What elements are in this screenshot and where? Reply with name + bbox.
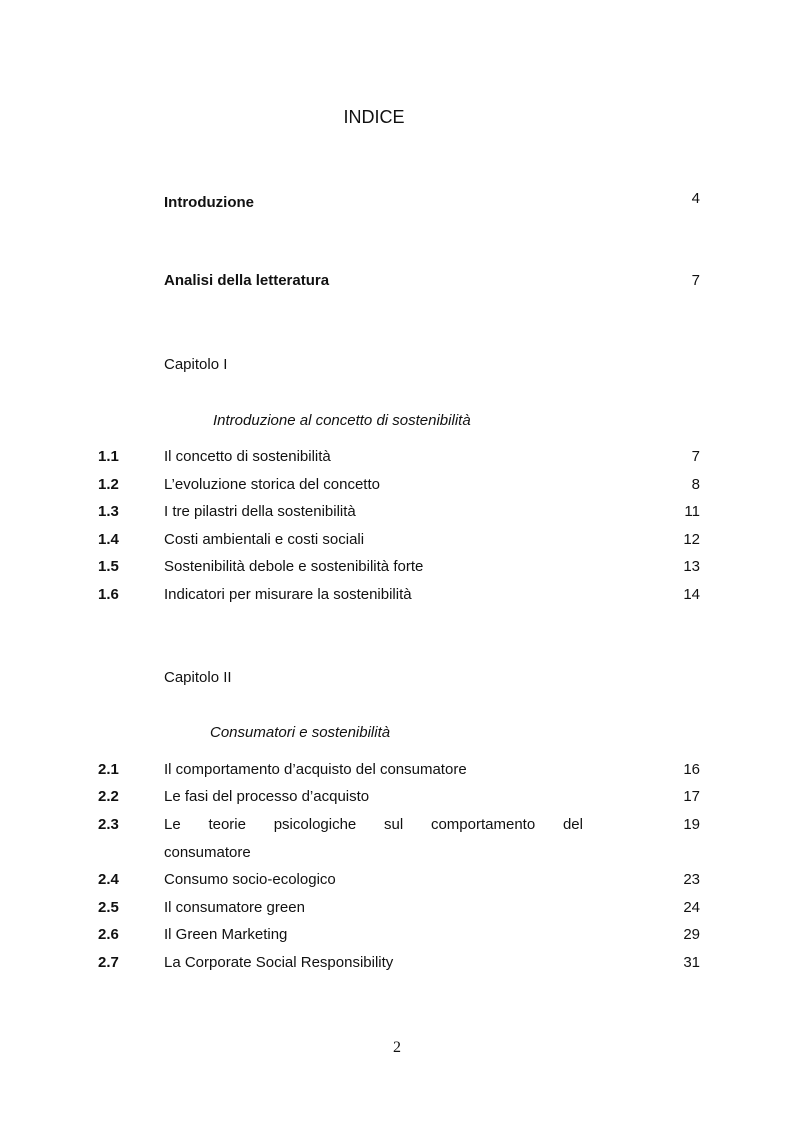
toc-entry-page: 8 [691, 476, 700, 493]
toc-entry-word: Le [164, 816, 181, 833]
toc-intro-label: Introduzione [164, 194, 254, 211]
toc-entry-page: 17 [683, 788, 700, 805]
toc-entry-label: Indicatori per misurare la sostenibilità [164, 586, 412, 603]
toc-intro-page: 4 [691, 190, 700, 207]
toc-entry-number: 1.5 [98, 558, 119, 575]
toc-entry-label: Il concetto di sostenibilità [164, 448, 331, 465]
toc-analisi-label: Analisi della letteratura [164, 272, 330, 289]
toc-entry-number: 1.2 [98, 476, 119, 493]
toc-entry-word: psicologiche [273, 816, 357, 833]
toc-entry-page: 11 [684, 503, 700, 520]
toc-entry-label: I tre pilastri della sostenibilità [164, 503, 356, 520]
toc-entry-page: 12 [683, 531, 700, 548]
toc-entry-number: 1.3 [98, 503, 119, 520]
toc-entry-label: Il comportamento d’acquisto del consumatore [164, 761, 467, 778]
toc-entry-number: 1.1 [98, 448, 119, 465]
toc-entry-page: 7 [691, 448, 700, 465]
toc-entry-number: 1.6 [98, 586, 119, 603]
toc-entry-word: comportamento [430, 816, 536, 833]
toc-entry-page: 29 [683, 926, 700, 943]
toc-entry-number: 2.6 [98, 926, 119, 943]
toc-entry-label: Sostenibilità debole e sostenibilità forte [164, 558, 424, 575]
toc-entry-number: 1.4 [98, 531, 119, 548]
toc-entry-label: La Corporate Social Responsibility [164, 954, 394, 971]
toc-entry-number: 2.5 [98, 899, 119, 916]
toc-entry-number: 2.2 [98, 788, 119, 805]
toc-entry-number: 2.4 [98, 871, 119, 888]
toc-entry-number: 2.1 [98, 761, 119, 778]
toc-entry-page: 14 [683, 586, 700, 603]
toc-entry-page: 23 [683, 871, 700, 888]
page-title: INDICE [343, 107, 405, 127]
toc-entry-number: 2.3 [98, 816, 119, 833]
toc-entry-page: 19 [683, 816, 700, 833]
toc-entry-page: 16 [683, 761, 700, 778]
toc-entry-label: Costi ambientali e costi sociali [164, 531, 365, 548]
page-number: 2 [393, 1039, 401, 1056]
toc-entry-label: Le fasi del processo d’acquisto [164, 788, 370, 805]
toc-entry-page: 13 [683, 558, 700, 575]
toc-entry-page: 31 [683, 954, 700, 971]
toc-entry-word: teorie [208, 816, 246, 833]
toc-entry-page: 24 [683, 899, 700, 916]
chapter2-subtitle: Consumatori e sostenibilità [210, 724, 391, 741]
toc-entry-label: Consumo socio-ecologico [164, 871, 336, 888]
toc-entry-word: del [562, 816, 583, 833]
chapter2-heading: Capitolo II [164, 669, 232, 686]
chapter1-subtitle: Introduzione al concetto di sostenibilità [213, 412, 471, 429]
toc-entry-label: Il consumatore green [164, 899, 305, 916]
toc-analisi-page: 7 [691, 272, 700, 289]
toc-entry-number: 2.7 [98, 954, 119, 971]
toc-entry-label-continuation: consumatore [164, 844, 251, 861]
chapter1-heading: Capitolo I [164, 356, 228, 373]
toc-entry-label [164, 815, 583, 835]
toc-entry-label: Il Green Marketing [164, 926, 288, 943]
toc-entry-label: L’evoluzione storica del concetto [164, 476, 380, 493]
toc-entry-word: sul [384, 816, 404, 833]
